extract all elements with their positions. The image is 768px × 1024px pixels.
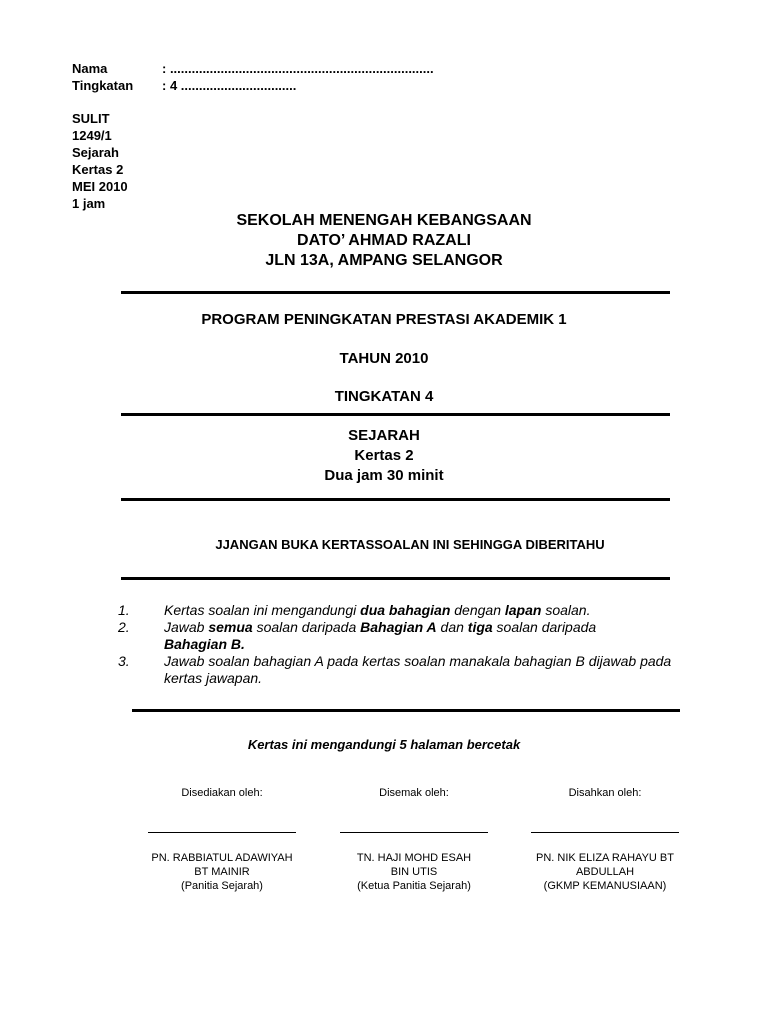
text-run-bold: tiga xyxy=(467,619,493,635)
signatory-title: (Ketua Panitia Sejarah) xyxy=(357,880,471,892)
signatory-role: Disemak oleh: xyxy=(379,787,449,799)
instructions-list xyxy=(118,602,708,687)
signatory-role: Disediakan oleh: xyxy=(181,787,263,799)
text-run: dengan xyxy=(450,602,505,618)
text-run: soalan. xyxy=(541,602,591,618)
school-type: SEKOLAH MENENGAH KEBANGSAAN xyxy=(236,212,532,229)
text-run-bold: dua bahagian xyxy=(360,602,451,618)
text-run: soalan daripada xyxy=(492,619,597,635)
subject-duration: Dua jam 30 minit xyxy=(324,467,444,484)
signatory-name: PN. NIK ELIZA RAHAYU BT xyxy=(536,852,674,864)
divider-2 xyxy=(121,413,670,416)
meta-subject: Sejarah xyxy=(72,145,119,160)
text-run: soalan daripada xyxy=(252,619,361,635)
program-title: PROGRAM PENINGKATAN PRESTASI AKADEMIK 1 xyxy=(201,311,567,328)
divider-1 xyxy=(121,291,670,294)
signature-line xyxy=(340,832,488,833)
instruction-item xyxy=(118,602,708,619)
text-run: Jawab xyxy=(164,619,209,635)
text-run-bold: lapan xyxy=(504,602,542,618)
signatory-checked xyxy=(314,786,514,893)
meta-classification: SULIT xyxy=(72,111,110,126)
signatory-prepared xyxy=(122,786,322,893)
instruction-item xyxy=(118,653,708,687)
instruction-text: Jawab soalan bahagian A pada kertas soalan manakala bahagian B dijawab pada kertas jawapan. xyxy=(164,653,672,686)
school-name: DATO’ AHMAD RAZALI xyxy=(297,232,471,249)
divider-4 xyxy=(121,577,670,580)
meta-date: MEI 2010 xyxy=(72,179,128,194)
signatory-title: (GKMP KEMANUSIAAN) xyxy=(543,880,667,892)
meta-paper: Kertas 2 xyxy=(72,162,124,177)
warning-notice: JJANGAN BUKA KERTASSOALAN INI SEHINGGA DIBERITAHU xyxy=(215,537,605,552)
text-run-bold: semua xyxy=(208,619,253,635)
signatory-name-cont: ABDULLAH xyxy=(575,866,635,878)
program-year: TAHUN 2010 xyxy=(339,350,429,367)
meta-code: 1249/1 xyxy=(72,128,112,143)
signatory-name-cont: BT MAINIR xyxy=(194,866,250,878)
text-run-bold: Bahagian B. xyxy=(164,636,245,652)
instruction-text xyxy=(164,619,708,653)
signatory-name: PN. RABBIATUL ADAWIYAH xyxy=(151,852,293,864)
candidate-name-field[interactable]: : ......................................................................... xyxy=(162,61,434,76)
signatory-role: Disahkan oleh: xyxy=(568,787,642,799)
instruction-number: 3. xyxy=(118,653,130,669)
instruction-number: 1. xyxy=(118,602,130,618)
signature-line xyxy=(531,832,679,833)
divider-5 xyxy=(132,709,680,712)
signatory-name: TN. HAJI MOHD ESAH xyxy=(356,852,472,864)
signatory-approved xyxy=(505,786,705,893)
text-run: dan xyxy=(436,619,468,635)
instruction-item xyxy=(118,619,708,653)
signatory-title: (Panitia Sejarah) xyxy=(181,880,263,892)
candidate-form-field[interactable]: : 4 ................................ xyxy=(162,78,297,93)
text-run: Kertas soalan ini mengandungi xyxy=(164,602,361,618)
candidate-form-label: Tingkatan xyxy=(72,78,134,93)
subject-paper: Kertas 2 xyxy=(354,447,414,464)
program-form: TINGKATAN 4 xyxy=(334,388,434,405)
text-run-bold: Bahagian A xyxy=(360,619,437,635)
page-count-note: Kertas ini mengandungi 5 halaman bercetak xyxy=(247,737,521,752)
instruction-number: 2. xyxy=(118,619,130,635)
subject-block xyxy=(0,426,768,486)
signature-line xyxy=(148,832,296,833)
subject-name: SEJARAH xyxy=(348,427,420,444)
divider-3 xyxy=(121,498,670,501)
signatory-name-cont: BIN UTIS xyxy=(390,866,438,878)
instruction-text xyxy=(164,602,708,619)
meta-duration: 1 jam xyxy=(72,196,106,211)
school-header xyxy=(0,211,768,271)
school-address: JLN 13A, AMPANG SELANGOR xyxy=(265,252,503,269)
candidate-name-label: Nama xyxy=(72,61,108,76)
paper-meta-block xyxy=(72,110,128,212)
